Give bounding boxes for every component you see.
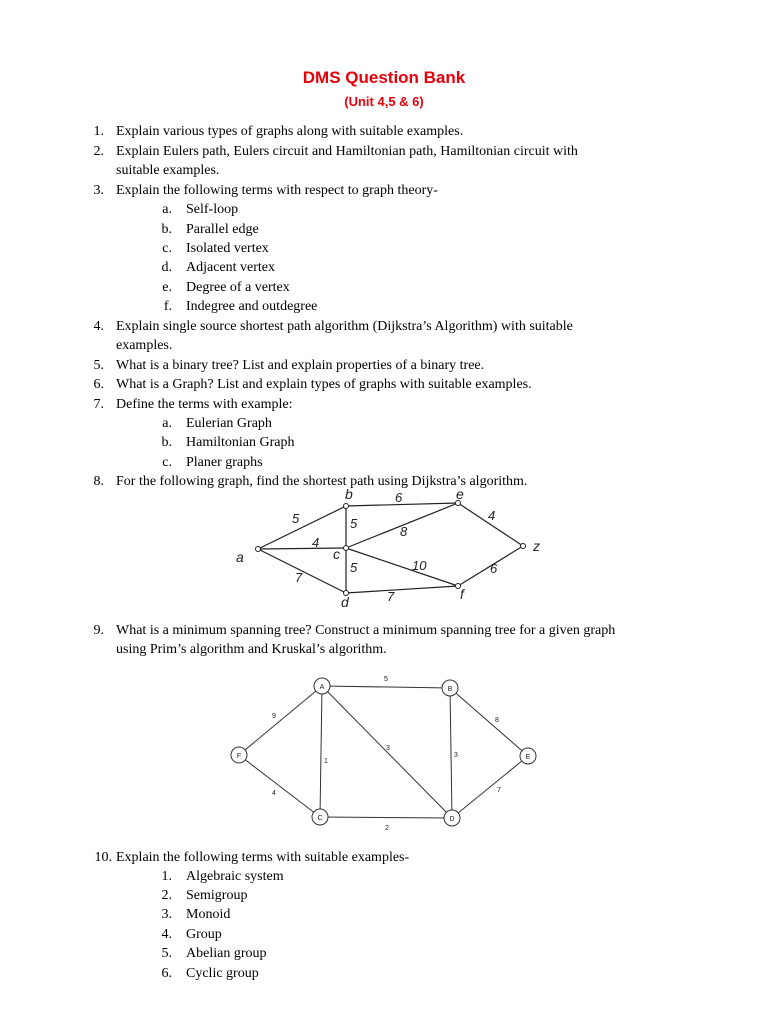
edge-A-C — [320, 686, 322, 817]
sub-item-text: Parallel edge — [186, 222, 259, 237]
question-text: For the following graph, find the shortest path using Dijkstra’s algorithm. — [116, 474, 528, 489]
weight-c-d: 5 — [350, 560, 358, 575]
edge-A-B — [322, 686, 450, 688]
weight-A-C: 1 — [324, 758, 328, 765]
weight-A-D: 3 — [386, 745, 390, 752]
sub-item-text: Self-loop — [186, 202, 239, 217]
sub-item-marker: c. — [162, 455, 172, 470]
sub-item-marker: a. — [162, 202, 172, 217]
question-number: 2. — [93, 144, 104, 159]
question-text: Explain single source shortest path algorithm (Dijkstra’s Algorithm) with suitable — [116, 319, 573, 334]
sub-item-text: Adjacent vertex — [186, 260, 276, 275]
document-subtitle: (Unit 4,5 & 6) — [344, 94, 424, 109]
weight-A-F: 9 — [272, 713, 276, 720]
question-number: 3. — [93, 183, 104, 198]
node-label-c: c — [333, 546, 340, 562]
sub-item-text: Planer graphs — [186, 455, 263, 470]
question-text: Explain Eulers path, Eulers circuit and Hamiltonian path, Hamiltonian circuit with — [116, 144, 578, 159]
question-text-continued: examples. — [116, 338, 173, 353]
sub-item-text: Eulerian Graph — [186, 416, 272, 431]
question-text: Explain the following terms with suitable examples- — [116, 850, 410, 865]
sub-item-marker: f. — [163, 299, 172, 314]
sub-item-marker: 2. — [161, 888, 172, 903]
weight-B-D: 3 — [454, 752, 458, 759]
weight-b-e: 6 — [395, 490, 403, 505]
question-number: 9. — [93, 623, 104, 638]
sub-item-text: Semigroup — [186, 888, 248, 903]
node-label-F: F — [236, 753, 242, 760]
node-label-b: b — [345, 486, 353, 502]
sub-item-text: Monoid — [186, 907, 231, 922]
question-number: 8. — [93, 474, 104, 489]
weight-C-D: 2 — [385, 825, 389, 832]
question-text: Define the terms with example: — [116, 397, 293, 412]
edge-F-C — [236, 753, 320, 817]
node-label-z: z — [533, 538, 540, 554]
node-label-C: C — [317, 815, 323, 822]
sub-item-marker: 3. — [161, 907, 172, 922]
question-text: What is a minimum spanning tree? Construct a minimum spanning tree for a given graph — [116, 623, 616, 638]
sub-item-marker: 6. — [161, 966, 172, 981]
edge-D-E — [452, 756, 528, 818]
sub-item-marker: 4. — [161, 927, 172, 942]
question-number: 10. — [94, 850, 112, 865]
weight-F-C: 4 — [272, 790, 276, 797]
edge-A-F — [239, 686, 322, 755]
question-text: What is a Graph? List and explain types of graphs with suitable examples. — [116, 377, 532, 392]
node-label-B: B — [447, 686, 453, 693]
sub-item-text: Degree of a vertex — [186, 280, 290, 295]
node-label-f: f — [460, 586, 464, 602]
weight-c-f: 10 — [412, 558, 427, 573]
weight-a-b: 5 — [292, 511, 300, 526]
node-label-d: d — [341, 594, 349, 610]
edge-A-D — [319, 684, 452, 818]
weight-e-z: 4 — [488, 508, 496, 523]
sub-item-marker: b. — [161, 435, 172, 450]
weight-A-B: 5 — [384, 676, 388, 683]
question-number: 7. — [93, 397, 104, 412]
question-number: 5. — [93, 358, 104, 373]
weight-b-c: 5 — [350, 516, 358, 531]
question-text-continued: suitable examples. — [116, 163, 220, 178]
sub-item-text: Cyclic group — [186, 966, 259, 981]
sub-item-marker: 1. — [161, 869, 172, 884]
sub-item-text: Algebraic system — [186, 869, 284, 884]
weight-B-E: 8 — [495, 717, 499, 724]
weight-c-e: 8 — [400, 524, 408, 539]
node-label-e: e — [456, 486, 464, 502]
edge-C-D — [320, 817, 452, 818]
sub-item-marker: d. — [161, 260, 172, 275]
question-text-continued: using Prim’s algorithm and Kruskal’s algorithm. — [116, 642, 387, 657]
weight-a-d: 7 — [295, 570, 303, 585]
weight-a-c: 4 — [312, 535, 320, 550]
sub-item-marker: a. — [162, 416, 172, 431]
question-number: 1. — [93, 124, 104, 139]
question-text: Explain the following terms with respect to graph theory- — [116, 183, 438, 198]
sub-item-text: Isolated vertex — [186, 241, 269, 256]
question-number: 6. — [93, 377, 104, 392]
document-title: DMS Question Bank — [302, 68, 466, 87]
weight-d-f: 7 — [387, 589, 395, 604]
node-label-a: a — [236, 549, 244, 565]
sub-item-text: Indegree and outdegree — [186, 299, 318, 314]
sub-item-text: Group — [186, 927, 222, 942]
question-text: What is a binary tree? List and explain properties of a binary tree. — [116, 358, 485, 373]
edge-B-E — [447, 686, 528, 756]
sub-item-marker: e. — [162, 280, 172, 295]
sub-item-marker: c. — [162, 241, 172, 256]
weight-D-E: 7 — [497, 787, 501, 794]
sub-item-marker: 5. — [161, 946, 172, 961]
sub-item-text: Hamiltonian Graph — [186, 435, 295, 450]
node-label-D: D — [449, 816, 455, 823]
weight-f-z: 6 — [490, 561, 498, 576]
node-label-A: A — [319, 684, 325, 691]
sub-item-marker: b. — [161, 222, 172, 237]
node-label-E: E — [525, 754, 531, 761]
question-number: 4. — [93, 319, 104, 334]
edge-B-D — [447, 686, 453, 818]
question-text: Explain various types of graphs along with suitable examples. — [116, 124, 464, 139]
sub-item-text: Abelian group — [186, 946, 267, 961]
